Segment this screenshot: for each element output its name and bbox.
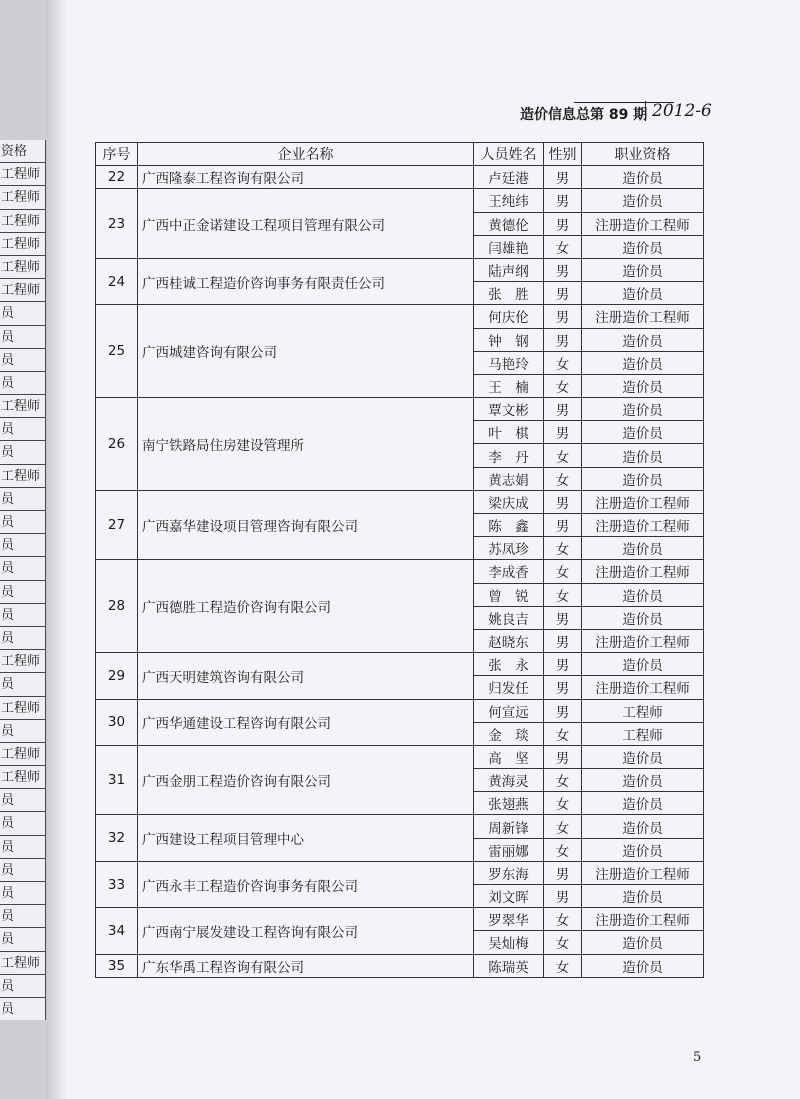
person-gender: 女 (544, 815, 582, 838)
person-name: 李 丹 (474, 444, 544, 467)
fragment-cell: 员 (0, 326, 46, 349)
person-qualification: 造价员 (582, 282, 704, 305)
person-gender: 女 (544, 931, 582, 954)
col-header-number: 序号 (96, 143, 138, 166)
fragment-cell: 员 (0, 604, 46, 627)
person-gender: 男 (544, 606, 582, 629)
person-name: 曾 锐 (474, 583, 544, 606)
person-gender: 男 (544, 305, 582, 328)
table-row (96, 166, 704, 189)
person-name: 张 胜 (474, 282, 544, 305)
col-header-qualification: 职业资格 (582, 143, 704, 166)
fragment-cell: 员 (0, 372, 46, 395)
table-row (96, 861, 704, 884)
person-qualification: 造价员 (582, 792, 704, 815)
person-qualification: 造价员 (582, 583, 704, 606)
fragment-cell: 员 (0, 928, 46, 951)
person-name: 刘文晖 (474, 885, 544, 908)
person-qualification: 造价员 (582, 235, 704, 258)
company-name: 广西桂诚工程造价咨询事务有限责任公司 (138, 258, 474, 304)
company-name: 广西金朋工程造价咨询有限公司 (138, 745, 474, 815)
person-qualification: 造价员 (582, 374, 704, 397)
person-gender: 男 (544, 282, 582, 305)
company-name: 广西华通建设工程咨询有限公司 (138, 699, 474, 745)
person-gender: 男 (544, 189, 582, 212)
col-header-name: 人员姓名 (474, 143, 544, 166)
table-row (96, 815, 704, 838)
fragment-cell: 工程师 (0, 210, 46, 233)
person-name: 吴灿梅 (474, 931, 544, 954)
person-name: 张翅燕 (474, 792, 544, 815)
table-header-row (96, 143, 704, 166)
fragment-cell: 员 (0, 975, 46, 998)
row-number: 24 (96, 258, 138, 304)
person-name: 叶 棋 (474, 421, 544, 444)
person-qualification: 造价员 (582, 351, 704, 374)
person-gender: 女 (544, 954, 582, 977)
row-number: 27 (96, 490, 138, 560)
company-name: 广西中正金诺建设工程项目管理有限公司 (138, 189, 474, 259)
person-gender: 男 (544, 258, 582, 281)
person-name: 黄海灵 (474, 769, 544, 792)
fragment-cell: 工程师 (0, 186, 46, 209)
col-header-company: 企业名称 (138, 143, 474, 166)
person-qualification: 注册造价工程师 (582, 514, 704, 537)
person-gender: 女 (544, 908, 582, 931)
person-qualification: 注册造价工程师 (582, 490, 704, 513)
person-qualification: 造价员 (582, 398, 704, 421)
person-name: 陆声纲 (474, 258, 544, 281)
issue-label: 造价信息总第 89 期 (520, 107, 648, 123)
fragment-cell: 员 (0, 882, 46, 905)
person-qualification: 造价员 (582, 954, 704, 977)
person-qualification: 注册造价工程师 (582, 676, 704, 699)
company-name: 广西永丰工程造价咨询事务有限公司 (138, 861, 474, 907)
row-number: 34 (96, 908, 138, 954)
person-name: 梁庆成 (474, 490, 544, 513)
person-name: 闫雄艳 (474, 235, 544, 258)
person-name: 王 楠 (474, 374, 544, 397)
person-gender: 女 (544, 235, 582, 258)
fragment-cell: 员 (0, 581, 46, 604)
person-name: 张 永 (474, 653, 544, 676)
person-qualification: 注册造价工程师 (582, 861, 704, 884)
row-number: 28 (96, 560, 138, 653)
row-number: 25 (96, 305, 138, 398)
person-qualification: 造价员 (582, 653, 704, 676)
person-qualification: 造价员 (582, 885, 704, 908)
person-name: 马艳玲 (474, 351, 544, 374)
person-qualification: 造价员 (582, 421, 704, 444)
person-name: 陈 鑫 (474, 514, 544, 537)
fragment-cell: 员 (0, 627, 46, 650)
person-gender: 男 (544, 166, 582, 189)
fragment-cell: 工程师 (0, 743, 46, 766)
fragment-cell: 员 (0, 836, 46, 859)
person-gender: 女 (544, 838, 582, 861)
fragment-cell: 工程师 (0, 256, 46, 279)
table-row (96, 745, 704, 768)
fragment-cell: 员 (0, 812, 46, 835)
person-qualification: 造价员 (582, 838, 704, 861)
person-gender: 男 (544, 699, 582, 722)
person-name: 陈瑞英 (474, 954, 544, 977)
person-qualification: 造价员 (582, 606, 704, 629)
company-name: 广西德胜工程造价咨询有限公司 (138, 560, 474, 653)
person-qualification: 注册造价工程师 (582, 908, 704, 931)
table-row (96, 560, 704, 583)
person-name: 王纯纬 (474, 189, 544, 212)
row-number: 30 (96, 699, 138, 745)
table-row (96, 398, 704, 421)
fragment-cell: 员 (0, 720, 46, 743)
person-gender: 女 (544, 467, 582, 490)
table-row (96, 954, 704, 977)
company-name: 广西建设工程项目管理中心 (138, 815, 474, 861)
person-name: 李成香 (474, 560, 544, 583)
person-qualification: 造价员 (582, 444, 704, 467)
company-name: 南宁铁路局住房建设管理所 (138, 398, 474, 491)
company-name: 广东华禹工程咨询有限公司 (138, 954, 474, 977)
fragment-cell: 工程师 (0, 766, 46, 789)
person-name: 黄志娟 (474, 467, 544, 490)
company-name: 广西南宁展发建设工程咨询有限公司 (138, 908, 474, 954)
company-name: 广西隆泰工程咨询有限公司 (138, 166, 474, 189)
table-row (96, 189, 704, 212)
person-gender: 女 (544, 374, 582, 397)
person-gender: 男 (544, 629, 582, 652)
person-qualification: 造价员 (582, 258, 704, 281)
row-number: 29 (96, 653, 138, 699)
fragment-cell: 员 (0, 418, 46, 441)
person-qualification: 注册造价工程师 (582, 629, 704, 652)
person-name: 金 琰 (474, 722, 544, 745)
person-name: 雷丽娜 (474, 838, 544, 861)
person-qualification: 造价员 (582, 815, 704, 838)
adjacent-page-fragment (0, 140, 46, 1020)
table-body (96, 166, 704, 978)
person-qualification: 造价员 (582, 931, 704, 954)
fragment-cell: 工程师 (0, 697, 46, 720)
person-qualification: 造价员 (582, 769, 704, 792)
fragment-cell: 员 (0, 557, 46, 580)
row-number: 32 (96, 815, 138, 861)
person-name: 卢廷港 (474, 166, 544, 189)
fragment-cell: 工程师 (0, 279, 46, 302)
fragment-cell: 员 (0, 859, 46, 882)
person-gender: 女 (544, 769, 582, 792)
fragment-cell: 员 (0, 349, 46, 372)
table-row (96, 908, 704, 931)
page-number: 5 (693, 1050, 702, 1065)
person-gender: 女 (544, 583, 582, 606)
row-number: 33 (96, 861, 138, 907)
company-name: 广西城建咨询有限公司 (138, 305, 474, 398)
person-qualification: 造价员 (582, 537, 704, 560)
fragment-cell: 员 (0, 789, 46, 812)
person-name: 钟 钢 (474, 328, 544, 351)
row-number: 22 (96, 166, 138, 189)
row-number: 35 (96, 954, 138, 977)
fragment-cell: 工程师 (0, 650, 46, 673)
fragment-cell: 员 (0, 673, 46, 696)
person-gender: 男 (544, 421, 582, 444)
fragment-cell: 员 (0, 488, 46, 511)
fragment-cell: 工程师 (0, 163, 46, 186)
person-name: 罗东海 (474, 861, 544, 884)
person-gender: 男 (544, 398, 582, 421)
person-gender: 男 (544, 514, 582, 537)
person-gender: 男 (544, 490, 582, 513)
person-name: 何庆伦 (474, 305, 544, 328)
table-row (96, 490, 704, 513)
row-number: 31 (96, 745, 138, 815)
table-row (96, 699, 704, 722)
person-qualification: 造价员 (582, 467, 704, 490)
table-row (96, 305, 704, 328)
person-qualification: 造价员 (582, 328, 704, 351)
person-qualification: 工程师 (582, 699, 704, 722)
fragment-cell: 员 (0, 998, 46, 1020)
person-name: 黄德伦 (474, 212, 544, 235)
fragment-cell: 工程师 (0, 952, 46, 975)
person-name: 何宣远 (474, 699, 544, 722)
table-row (96, 258, 704, 281)
person-name: 罗翠华 (474, 908, 544, 931)
fragment-cell: 员 (0, 441, 46, 464)
fragment-cell: 资格 (0, 140, 46, 163)
fragment-cell: 员 (0, 302, 46, 325)
person-qualification: 注册造价工程师 (582, 305, 704, 328)
person-qualification: 造价员 (582, 189, 704, 212)
person-gender: 女 (544, 792, 582, 815)
person-name: 赵晓东 (474, 629, 544, 652)
issue-date: 2012-6 (645, 101, 712, 121)
person-gender: 男 (544, 745, 582, 768)
person-gender: 男 (544, 676, 582, 699)
person-qualification: 注册造价工程师 (582, 212, 704, 235)
row-number: 26 (96, 398, 138, 491)
person-name: 周新锋 (474, 815, 544, 838)
person-qualification: 造价员 (582, 166, 704, 189)
person-gender: 男 (544, 885, 582, 908)
personnel-table (95, 142, 704, 978)
person-name: 姚良吉 (474, 606, 544, 629)
fragment-cell: 员 (0, 905, 46, 928)
col-header-gender: 性别 (544, 143, 582, 166)
person-gender: 男 (544, 653, 582, 676)
person-name: 高 坚 (474, 745, 544, 768)
book-gutter (46, 0, 68, 1099)
person-name: 覃文彬 (474, 398, 544, 421)
person-gender: 女 (544, 537, 582, 560)
row-number: 23 (96, 189, 138, 259)
table-row (96, 653, 704, 676)
person-gender: 男 (544, 328, 582, 351)
fragment-cell: 工程师 (0, 465, 46, 488)
fragment-cell: 工程师 (0, 233, 46, 256)
company-name: 广西嘉华建设项目管理咨询有限公司 (138, 490, 474, 560)
person-gender: 女 (544, 444, 582, 467)
person-gender: 女 (544, 351, 582, 374)
person-name: 归发任 (474, 676, 544, 699)
person-gender: 男 (544, 861, 582, 884)
person-gender: 女 (544, 722, 582, 745)
fragment-cell: 工程师 (0, 395, 46, 418)
person-qualification: 工程师 (582, 722, 704, 745)
person-name: 苏凤珍 (474, 537, 544, 560)
fragment-cell: 员 (0, 534, 46, 557)
person-gender: 女 (544, 560, 582, 583)
person-gender: 男 (544, 212, 582, 235)
fragment-cell: 员 (0, 511, 46, 534)
person-qualification: 造价员 (582, 745, 704, 768)
company-name: 广西天明建筑咨询有限公司 (138, 653, 474, 699)
person-qualification: 注册造价工程师 (582, 560, 704, 583)
